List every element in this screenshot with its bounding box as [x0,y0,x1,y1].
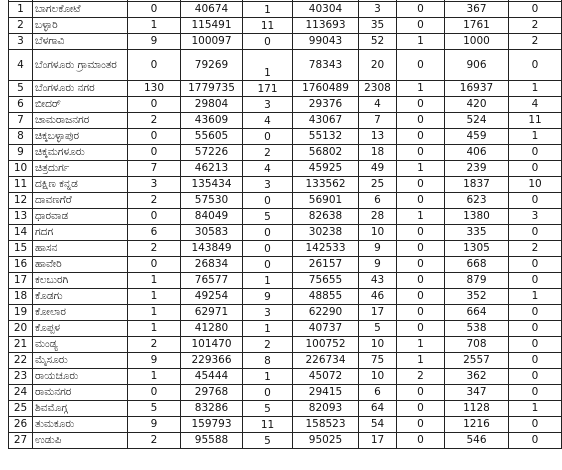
value-col-8: 1 [509,81,562,97]
value-col-6: 0 [397,385,445,401]
row-number: 8 [9,129,33,145]
value-col-8: 11 [509,113,562,129]
row-number: 13 [9,209,33,225]
table-row [9,369,562,385]
district-name: ಕಲಬುರಗಿ [33,273,128,289]
value-col-1: 0 [128,97,181,113]
value-col-4: 48855 [293,289,359,305]
table-row [9,81,562,97]
row-number: 26 [9,417,33,433]
table-row [9,2,562,18]
table-row [9,353,562,369]
value-col-2: 29768 [181,385,243,401]
value-col-8: 1 [509,289,562,305]
value-col-5: 10 [359,337,397,353]
row-number: 25 [9,401,33,417]
value-col-8: 2 [509,18,562,34]
value-col-5: 3 [359,2,397,18]
district-name: ಹಾಸನ [33,241,128,257]
value-col-7: 335 [445,225,509,241]
value-col-6: 0 [397,417,445,433]
value-col-2: 29804 [181,97,243,113]
value-col-1: 130 [128,81,181,97]
row-number: 20 [9,321,33,337]
value-col-3: 4 [243,161,293,177]
value-col-4: 82093 [293,401,359,417]
value-col-3: 1 [243,369,293,385]
value-col-1: 5 [128,401,181,417]
row-number: 18 [9,289,33,305]
table-row [9,433,562,449]
value-col-7: 459 [445,129,509,145]
value-col-6: 0 [397,50,445,81]
value-col-5: 2308 [359,81,397,97]
value-col-5: 10 [359,369,397,385]
document-page [8,0,542,449]
district-name: ಮಂಡ್ಯ [33,337,128,353]
value-col-4: 40737 [293,321,359,337]
value-col-3: 4 [243,113,293,129]
value-col-1: 1 [128,18,181,34]
value-col-4: 133562 [293,177,359,193]
value-col-3: 1 [243,273,293,289]
row-number: 21 [9,337,33,353]
value-col-4: 56901 [293,193,359,209]
value-col-7: 546 [445,433,509,449]
table-row [9,161,562,177]
value-col-6: 0 [397,145,445,161]
district-name: ಬಳ್ಳಾರಿ [33,18,128,34]
value-col-8: 0 [509,321,562,337]
value-col-5: 25 [359,177,397,193]
row-number: 7 [9,113,33,129]
value-col-2: 55605 [181,129,243,145]
value-col-7: 2557 [445,353,509,369]
value-col-5: 35 [359,18,397,34]
district-name: ಉಡುಪಿ [33,433,128,449]
value-col-1: 2 [128,433,181,449]
value-col-7: 1837 [445,177,509,193]
value-col-4: 29415 [293,385,359,401]
value-col-7: 1000 [445,34,509,50]
value-col-4: 55132 [293,129,359,145]
value-col-3: 5 [243,209,293,225]
value-col-5: 28 [359,209,397,225]
value-col-2: 159793 [181,417,243,433]
value-col-7: 708 [445,337,509,353]
district-data-table [8,0,562,449]
district-name: ಚಿಕ್ಕಬಳ್ಳಾಪುರ [33,129,128,145]
value-col-4: 1760489 [293,81,359,97]
value-col-8: 1 [509,401,562,417]
value-col-6: 0 [397,2,445,18]
value-col-8: 0 [509,2,562,18]
value-col-2: 83286 [181,401,243,417]
value-col-2: 115491 [181,18,243,34]
row-number: 3 [9,34,33,50]
value-col-5: 5 [359,321,397,337]
value-col-2: 84049 [181,209,243,225]
value-col-7: 1761 [445,18,509,34]
value-col-2: 101470 [181,337,243,353]
value-col-7: 347 [445,385,509,401]
value-col-1: 1 [128,289,181,305]
value-col-2: 62971 [181,305,243,321]
value-col-8: 0 [509,145,562,161]
district-name: ಗದಗ [33,225,128,241]
value-col-1: 1 [128,273,181,289]
table-row [9,145,562,161]
value-col-1: 2 [128,241,181,257]
value-col-5: 54 [359,417,397,433]
row-number: 1 [9,2,33,18]
value-col-3: 171 [243,81,293,97]
value-col-4: 30238 [293,225,359,241]
table-row [9,34,562,50]
value-col-3: 0 [243,225,293,241]
district-name: ತುಮಕೂರು [33,417,128,433]
district-name: ದಾವಣಗೆರೆ [33,193,128,209]
district-name: ಕೊಡಗು [33,289,128,305]
row-number: 16 [9,257,33,273]
value-col-3: 11 [243,417,293,433]
value-col-6: 0 [397,225,445,241]
row-number: 19 [9,305,33,321]
value-col-3: 0 [243,385,293,401]
value-col-4: 45925 [293,161,359,177]
value-col-1: 0 [128,209,181,225]
value-col-2: 57226 [181,145,243,161]
value-col-5: 17 [359,305,397,321]
value-col-5: 49 [359,161,397,177]
value-col-2: 41280 [181,321,243,337]
row-number: 11 [9,177,33,193]
value-col-3: 2 [243,337,293,353]
value-col-4: 29376 [293,97,359,113]
value-col-3: 0 [243,193,293,209]
value-col-8: 0 [509,433,562,449]
value-col-6: 0 [397,433,445,449]
district-name: ಶಿವಮೊಗ್ಗ [33,401,128,417]
value-col-1: 2 [128,193,181,209]
value-col-1: 6 [128,225,181,241]
value-col-7: 1128 [445,401,509,417]
value-col-3: 5 [243,433,293,449]
value-col-2: 79269 [181,50,243,81]
value-col-2: 45444 [181,369,243,385]
table-row [9,129,562,145]
value-col-5: 9 [359,257,397,273]
value-col-8: 2 [509,34,562,50]
value-col-8: 0 [509,161,562,177]
value-col-1: 9 [128,417,181,433]
value-col-6: 1 [397,81,445,97]
value-col-8: 0 [509,385,562,401]
value-col-3: 1 [243,2,293,18]
value-col-7: 1305 [445,241,509,257]
value-col-2: 26834 [181,257,243,273]
value-col-8: 0 [509,369,562,385]
value-col-7: 524 [445,113,509,129]
district-name: ರಾಯಚೂರು [33,369,128,385]
district-name: ರಾಮನಗರ [33,385,128,401]
value-col-4: 100752 [293,337,359,353]
value-col-8: 0 [509,417,562,433]
table-row [9,289,562,305]
value-col-7: 1216 [445,417,509,433]
table-row [9,417,562,433]
row-number: 15 [9,241,33,257]
value-col-6: 0 [397,193,445,209]
district-name: ಬಾಗಲಕೋಟೆ [33,2,128,18]
table-row [9,18,562,34]
row-number: 17 [9,273,33,289]
value-col-7: 239 [445,161,509,177]
value-col-5: 46 [359,289,397,305]
row-number: 14 [9,225,33,241]
value-col-4: 99043 [293,34,359,50]
value-col-6: 1 [397,353,445,369]
table-row [9,321,562,337]
district-name: ಬೀದರ್ [33,97,128,113]
value-col-5: 43 [359,273,397,289]
table-row [9,257,562,273]
value-col-2: 100097 [181,34,243,50]
district-name: ಚಾಮರಾಜನಗರ [33,113,128,129]
value-col-6: 0 [397,273,445,289]
value-col-7: 16937 [445,81,509,97]
value-col-5: 10 [359,225,397,241]
district-name: ಬೆಂಗಳೂರು ನಗರ [33,81,128,97]
value-col-6: 1 [397,209,445,225]
value-col-5: 64 [359,401,397,417]
value-col-4: 56802 [293,145,359,161]
value-col-6: 0 [397,321,445,337]
value-col-6: 0 [397,97,445,113]
value-col-1: 2 [128,113,181,129]
value-col-4: 158523 [293,417,359,433]
value-col-6: 0 [397,305,445,321]
value-col-5: 9 [359,241,397,257]
value-col-8: 0 [509,225,562,241]
value-col-5: 75 [359,353,397,369]
value-col-4: 62290 [293,305,359,321]
value-col-8: 0 [509,305,562,321]
value-col-2: 1779735 [181,81,243,97]
value-col-2: 229366 [181,353,243,369]
value-col-7: 906 [445,50,509,81]
value-col-4: 78343 [293,50,359,81]
value-col-1: 1 [128,369,181,385]
table-row [9,97,562,113]
value-col-8: 2 [509,241,562,257]
value-col-3: 0 [243,257,293,273]
value-col-4: 43067 [293,113,359,129]
value-col-1: 3 [128,177,181,193]
value-col-4: 45072 [293,369,359,385]
value-col-6: 0 [397,18,445,34]
table-row [9,225,562,241]
table-row [9,113,562,129]
district-name: ಚಿತ್ರದುರ್ಗ [33,161,128,177]
value-col-8: 3 [509,209,562,225]
value-col-2: 40674 [181,2,243,18]
value-col-2: 95588 [181,433,243,449]
value-col-1: 7 [128,161,181,177]
value-col-4: 226734 [293,353,359,369]
value-col-2: 49254 [181,289,243,305]
value-col-3: 0 [243,34,293,50]
value-col-6: 0 [397,241,445,257]
table-row [9,50,562,81]
value-col-4: 75655 [293,273,359,289]
value-col-2: 30583 [181,225,243,241]
value-col-7: 623 [445,193,509,209]
value-col-6: 0 [397,401,445,417]
value-col-1: 9 [128,34,181,50]
district-name: ಬೆಂಗಳೂರು ಗ್ರಾಮಾಂತರ [33,50,128,81]
value-col-1: 0 [128,257,181,273]
value-col-4: 113693 [293,18,359,34]
value-col-7: 352 [445,289,509,305]
value-col-8: 0 [509,353,562,369]
value-col-2: 76577 [181,273,243,289]
value-col-8: 0 [509,257,562,273]
value-col-2: 57530 [181,193,243,209]
table-row [9,337,562,353]
value-col-1: 0 [128,50,181,81]
value-col-5: 7 [359,113,397,129]
table-row [9,177,562,193]
value-col-7: 367 [445,2,509,18]
value-col-6: 0 [397,289,445,305]
row-number: 2 [9,18,33,34]
value-col-7: 664 [445,305,509,321]
value-col-5: 13 [359,129,397,145]
value-col-2: 46213 [181,161,243,177]
value-col-3: 1 [243,321,293,337]
value-col-7: 879 [445,273,509,289]
district-name: ದಕ್ಷಿಣ ಕನ್ನಡ [33,177,128,193]
table-row [9,273,562,289]
value-col-2: 135434 [181,177,243,193]
value-col-4: 95025 [293,433,359,449]
value-col-7: 406 [445,145,509,161]
value-col-5: 6 [359,385,397,401]
value-col-6: 0 [397,177,445,193]
value-col-4: 26157 [293,257,359,273]
row-number: 12 [9,193,33,209]
value-col-7: 1380 [445,209,509,225]
value-col-3: 3 [243,97,293,113]
district-name: ಕೋಲಾರ [33,305,128,321]
value-col-3: 3 [243,177,293,193]
value-col-7: 420 [445,97,509,113]
table-row [9,209,562,225]
value-col-4: 82638 [293,209,359,225]
district-name: ಕೊಪ್ಪಳ [33,321,128,337]
value-col-6: 0 [397,129,445,145]
value-col-8: 4 [509,97,562,113]
table-row [9,401,562,417]
table-row [9,193,562,209]
value-col-1: 0 [128,129,181,145]
row-number: 6 [9,97,33,113]
value-col-6: 1 [397,161,445,177]
value-col-8: 0 [509,273,562,289]
value-col-5: 52 [359,34,397,50]
row-number: 5 [9,81,33,97]
row-number: 9 [9,145,33,161]
district-name: ಮೈಸೂರು [33,353,128,369]
district-name: ಚಿಕ್ಕಮಗಳೂರು [33,145,128,161]
value-col-3: 3 [243,305,293,321]
value-col-4: 40304 [293,2,359,18]
value-col-1: 0 [128,2,181,18]
value-col-3: 0 [243,241,293,257]
value-col-6: 0 [397,113,445,129]
district-name: ಧಾರವಾಡ [33,209,128,225]
value-col-6: 0 [397,257,445,273]
value-col-1: 9 [128,353,181,369]
value-col-2: 143849 [181,241,243,257]
value-col-7: 538 [445,321,509,337]
row-number: 22 [9,353,33,369]
value-col-8: 10 [509,177,562,193]
value-col-8: 0 [509,337,562,353]
value-col-1: 1 [128,321,181,337]
table-row [9,305,562,321]
value-col-5: 18 [359,145,397,161]
value-col-3: 9 [243,289,293,305]
row-number: 10 [9,161,33,177]
value-col-3: 2 [243,145,293,161]
value-col-6: 2 [397,369,445,385]
row-number: 24 [9,385,33,401]
row-number: 27 [9,433,33,449]
value-col-3: 5 [243,401,293,417]
row-number: 4 [9,50,33,81]
value-col-6: 1 [397,337,445,353]
value-col-1: 0 [128,385,181,401]
value-col-7: 362 [445,369,509,385]
row-number: 23 [9,369,33,385]
value-col-6: 1 [397,34,445,50]
value-col-5: 17 [359,433,397,449]
value-col-3: 1 [243,50,293,81]
district-name: ಹಾವೇರಿ [33,257,128,273]
value-col-1: 0 [128,145,181,161]
value-col-7: 668 [445,257,509,273]
value-col-3: 11 [243,18,293,34]
value-col-1: 1 [128,305,181,321]
value-col-8: 0 [509,193,562,209]
value-col-5: 4 [359,97,397,113]
value-col-2: 43609 [181,113,243,129]
value-col-8: 1 [509,129,562,145]
value-col-4: 142533 [293,241,359,257]
value-col-5: 20 [359,50,397,81]
value-col-1: 2 [128,337,181,353]
value-col-3: 8 [243,353,293,369]
table-row [9,241,562,257]
district-name: ಬೆಳಗಾವಿ [33,34,128,50]
table-row [9,385,562,401]
value-col-3: 0 [243,129,293,145]
value-col-5: 6 [359,193,397,209]
value-col-8: 0 [509,50,562,81]
